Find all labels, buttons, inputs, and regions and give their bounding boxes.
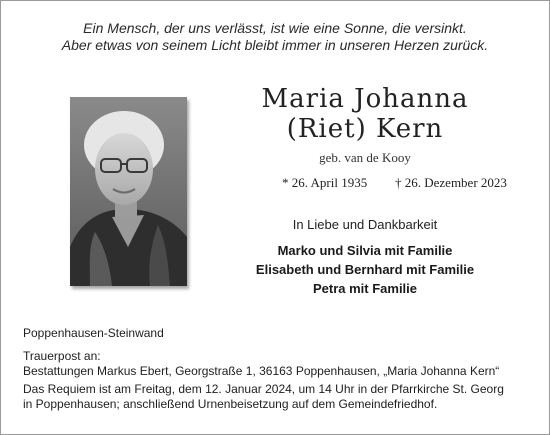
quote-line-2: Aber etwas von seinem Licht bleibt immer in unseren Herzen zurück. bbox=[61, 37, 489, 53]
mourner-family: Marko und Silvia mit Familie bbox=[277, 243, 453, 258]
requiem-line-1: Das Requiem ist am Freitag, dem 12. Januar 2024, um 14 Uhr in der Pfarrkirche St. Georg bbox=[23, 382, 504, 396]
name-line-1: Maria Johanna bbox=[261, 84, 469, 114]
deceased-name bbox=[200, 84, 530, 144]
mourner-family: Elisabeth und Bernhard mit Familie bbox=[255, 262, 475, 277]
mail-address: Bestattungen Markus Ebert, Georgstraße 1, 36163 Poppenhausen, „Maria Johanna Kern“ bbox=[23, 364, 500, 378]
notice-details bbox=[23, 326, 504, 412]
death-date: † 26. Dezember 2023 bbox=[395, 175, 507, 190]
mourner-family: Petra mit Familie bbox=[312, 281, 418, 296]
quote-line-1: Ein Mensch, der uns verlässt, ist wie eine Sonne, die versinkt. bbox=[83, 20, 467, 36]
birth-date: * 26. April 1935 bbox=[282, 175, 368, 190]
birth-name: geb. van de Kooy bbox=[319, 150, 411, 165]
mourners-list bbox=[200, 241, 530, 298]
memorial-quote bbox=[0, 20, 550, 54]
portrait-photo bbox=[70, 97, 187, 286]
location: Poppenhausen-Steinwand bbox=[23, 326, 164, 340]
mourners-intro: In Liebe und Dankbarkeit bbox=[292, 217, 438, 232]
requiem-line-2: in Poppenhausen; anschließend Urnenbeisetzung auf dem Gemeindefriedhof. bbox=[23, 397, 438, 411]
name-line-2: (Riet) Kern bbox=[286, 114, 444, 144]
mail-label: Trauerpost an: bbox=[23, 349, 101, 363]
